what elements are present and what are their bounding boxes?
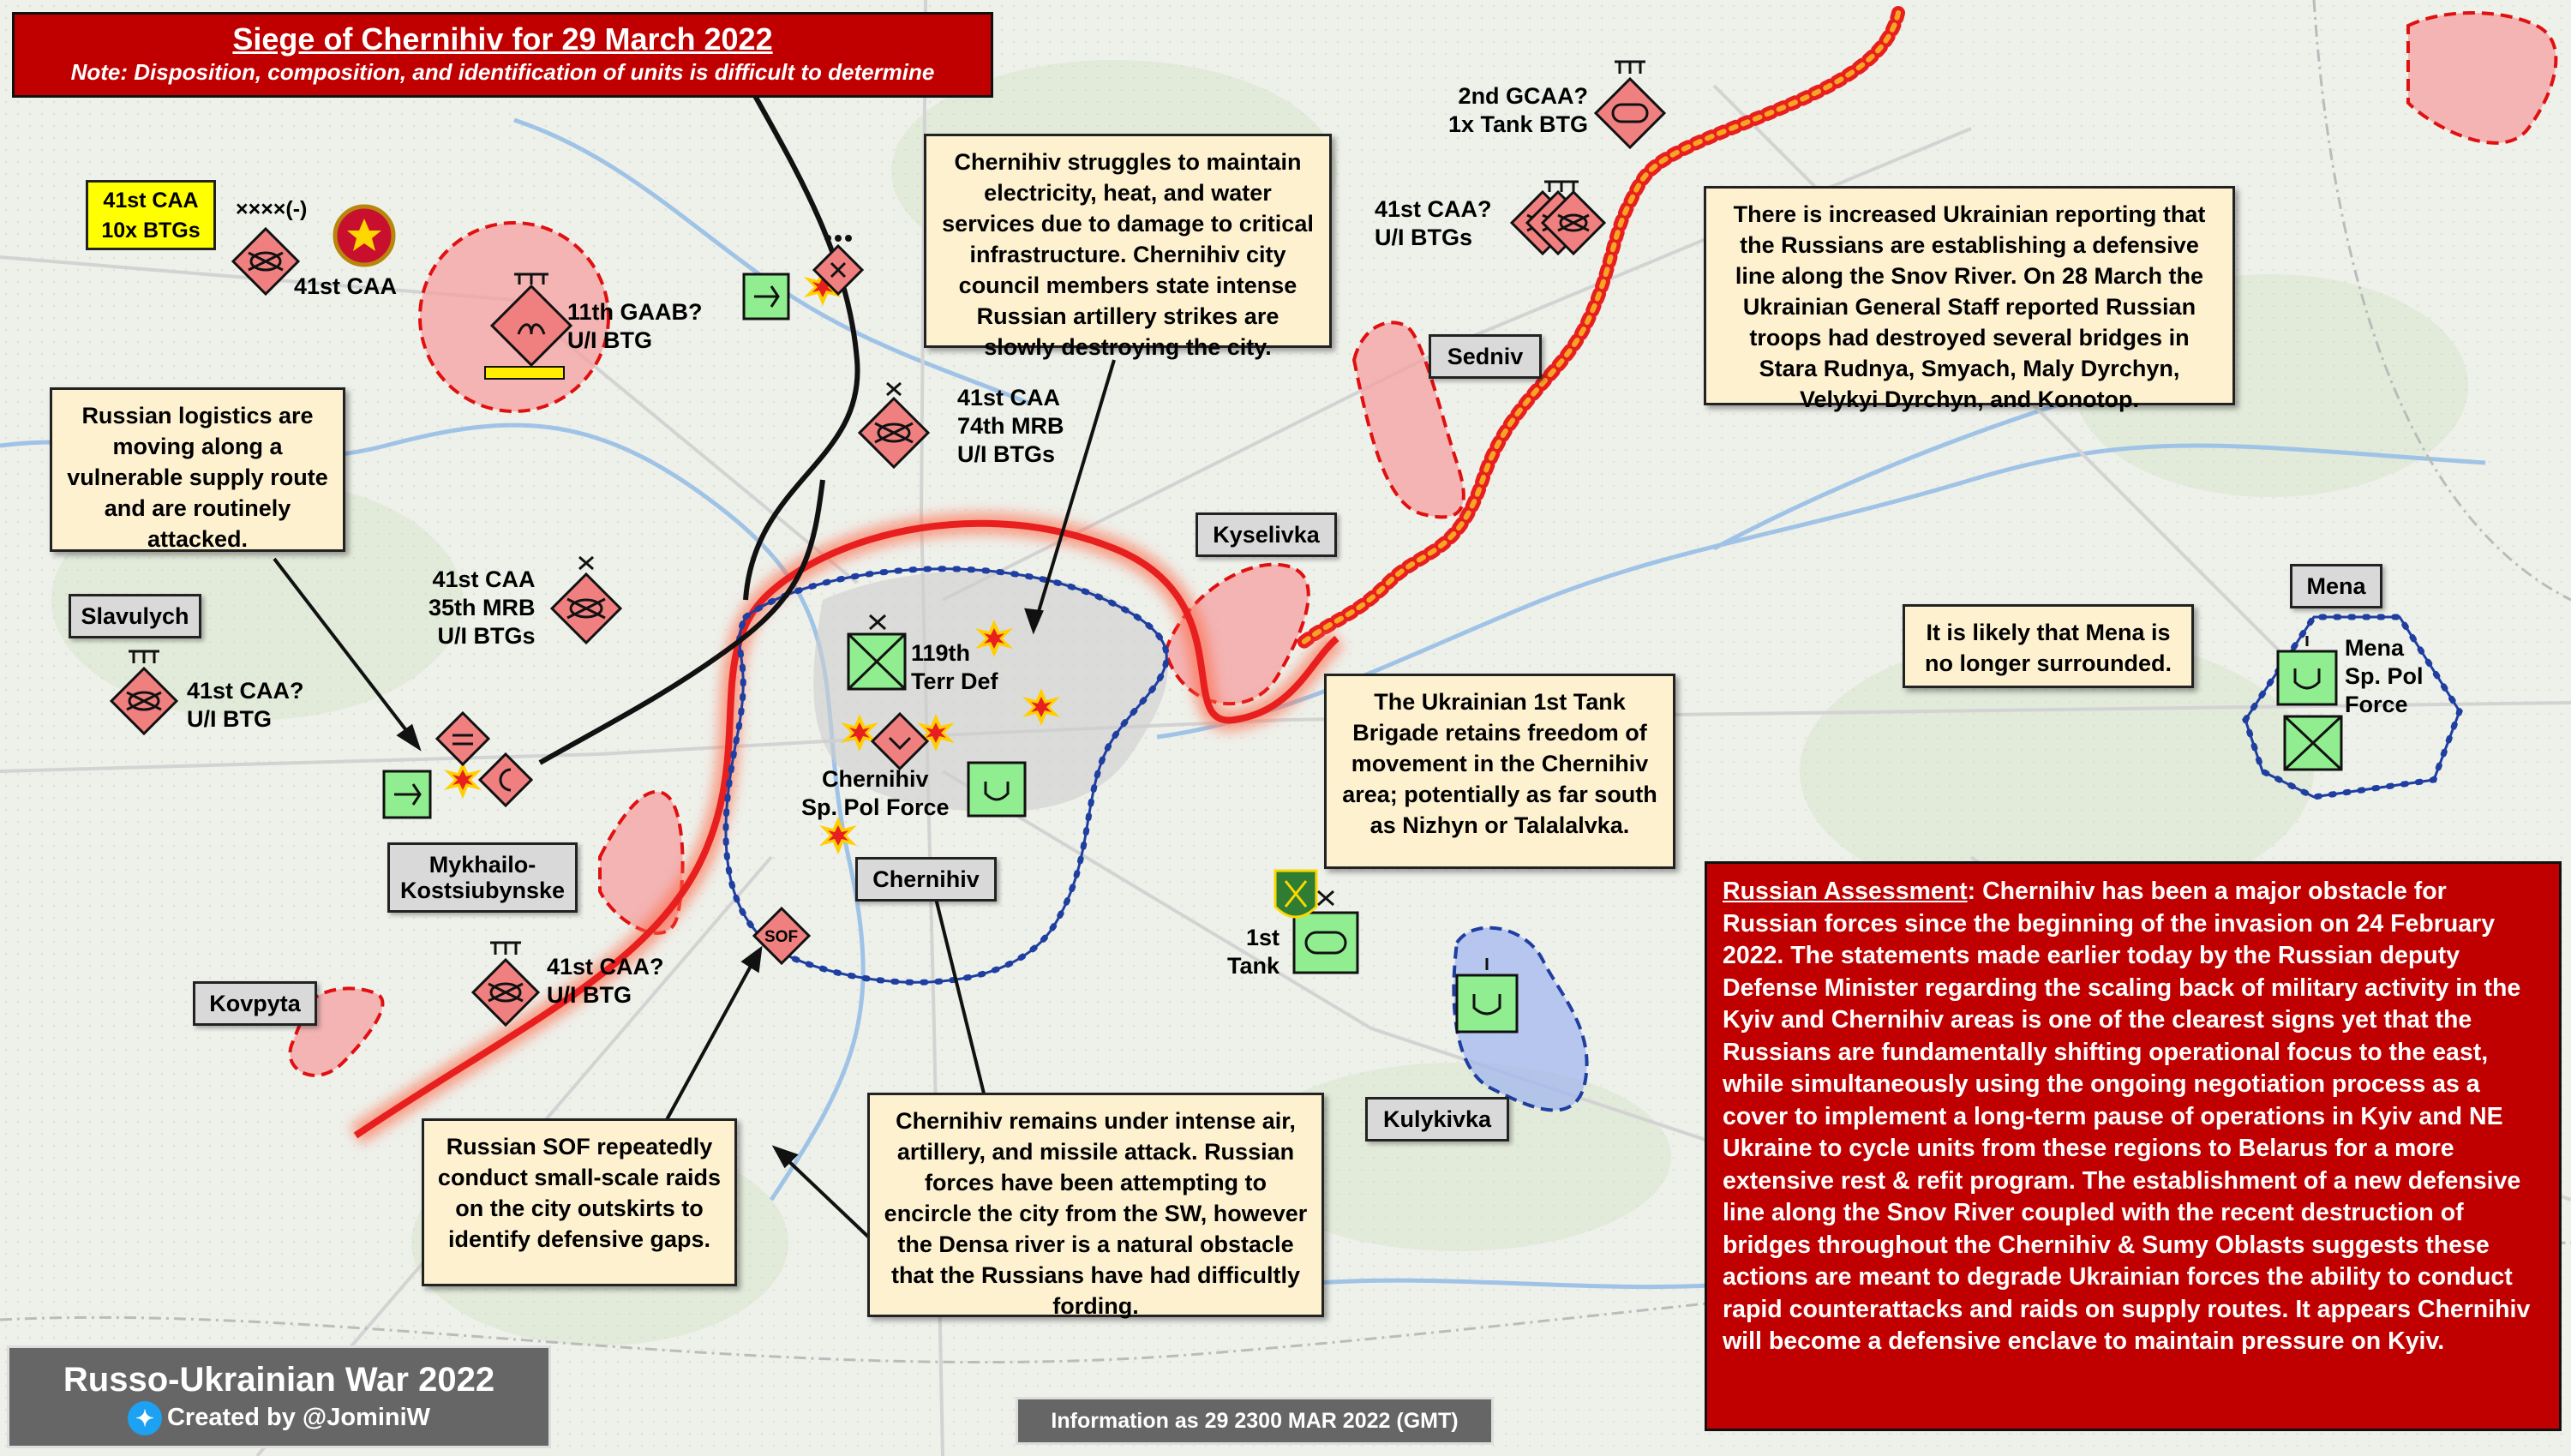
twitter-bird-icon: ✦ <box>128 1401 162 1435</box>
place-mena: Mena <box>2290 564 2382 608</box>
callout-logistics: Russian logistics are moving along a vulnerable supply route and are routinely attacked. <box>50 387 345 552</box>
russian-army-emblem-icon <box>335 207 393 265</box>
assessment-body: : Chernihiv has been a major obstacle for Russian forces since the beginning of the invasion on 24 February 2022. The statements made earlier today by the Russian deputy Defense Minister regarding the scaling back of military activity in the Kyiv and Chernihiv areas is one of the clearest signs yet that the Russians are fundamentally shifting operational focus to the east, while simultaneously using the ongoing negotiation process as a cover to implement a long-term pause of operations in Kyiv and NE Ukraine to cycle units from these regions to Belarus for a more extensive rest & refit program. The establishment of a new defensive line along the Snov River coupled with the recent destruction of bridges throughout the Chernihiv & Sumy Oblasts suggests these actions are meant to degrade Ukrainian forces the ability to conduct rapid counterattacks and raids on supply routes. It appears Chernihiv will become a defensive enclave to maintain pressure on Kyiv. <box>1723 878 2531 1355</box>
map-note: Note: Disposition, composition, and identification of units is difficult to determine <box>70 59 935 85</box>
credit-box <box>7 1345 551 1448</box>
place-kyselivka: Kyselivka <box>1196 512 1337 557</box>
unit-label-11th-gaab: 11th GAAB? U/I BTG <box>567 299 703 353</box>
unit-label-35th-mrb: 41st CAA 35th MRB U/I BTGs <box>428 566 536 649</box>
army-label-41st-caa <box>86 180 216 250</box>
place-kulykivka: Kulykivka <box>1365 1097 1509 1141</box>
assessment-lead: Russian Assessment <box>1723 878 1968 905</box>
unit-label-41st-caa: 41st CAA <box>294 273 398 299</box>
unit-label-119th-terr-def: 119th Terr Def <box>911 640 998 694</box>
credit-title: Russo-Ukrainian War 2022 <box>63 1361 495 1399</box>
unit-label-2nd-gcaa: 2nd GCAA? 1x Tank BTG <box>1448 83 1589 137</box>
echelon-dots <box>824 235 852 242</box>
map-title-box <box>12 12 993 98</box>
unit-label-74th-mrb: 41st CAA 74th MRB U/I BTGs <box>957 385 1064 467</box>
callout-snov-river: There is increased Ukrainian reporting that the Russians are establishing a defensive line along the Snov River. On 28 March the Ukrainian General Staff reported Russian troops had destroyed several bridges in Stara Rudnya, Smyach, Maly Dyrchyn, Velykyi Dyrchyn, and Konotop. <box>1704 186 2235 405</box>
callout-attack: Chernihiv remains under intense air, artillery, and missile attack. Russian forces have been attempting to encircle the city from the SW, however the Densa river is a natural obstacle that the Russians have had difficultly fording. <box>867 1093 1324 1317</box>
place-mykhailo-kostsiubynske: Mykhailo- Kostsiubynske <box>387 842 578 913</box>
unit-label-chernihiv-sp-pol: Chernihiv Sp. Pol Force <box>801 766 950 820</box>
place-chernihiv: Chernihiv <box>855 857 997 902</box>
unit-label-kovpyta-btg: 41st CAA? U/I BTG <box>547 954 664 1008</box>
echelon-mark: ××××(-) <box>236 197 308 221</box>
sof-label: SOF <box>764 928 799 946</box>
callout-1st-tank: The Ukrainian 1st Tank Brigade retains freedom of movement in the Chernihiv area; potentially as far south as Nizhyn or Talalalvka. <box>1324 674 1675 869</box>
place-kovpyta: Kovpyta <box>193 981 317 1026</box>
callout-mena: It is likely that Mena is no longer surrounded. <box>1903 604 2194 688</box>
army-label-line1: 41st CAA <box>103 189 199 213</box>
map-title: Siege of Chernihiv for 29 March 2022 <box>232 21 773 57</box>
unit-label-slavulych-btg: 41st CAA? U/I BTG <box>187 678 304 732</box>
place-slavulych: Slavulych <box>69 594 201 638</box>
callout-infrastructure: Chernihiv struggles to maintain electricity, heat, and water services due to damage to critical infrastructure. Chernihiv city council members state intense Russian artillery strikes are slowly destroying the city. <box>924 134 1332 348</box>
ukrainian-tank-emblem-icon <box>1275 871 1316 917</box>
army-label-line2: 10x BTGs <box>101 219 201 243</box>
russian-assessment-box <box>1705 861 2562 1431</box>
info-timestamp: Information as 29 2300 MAR 2022 (GMT) <box>1016 1397 1494 1445</box>
unit-label-mena-sp-pol: Mena Sp. Pol Force <box>2345 635 2424 717</box>
place-sedniv: Sedniv <box>1429 334 1542 379</box>
unit-label-1st-tank: 1st Tank <box>1227 925 1280 979</box>
credit-author: ✦ Created by @JominiW <box>9 1401 548 1435</box>
callout-sof: Russian SOF repeatedly conduct small-scale raids on the city outskirts to identify defensive gaps. <box>422 1118 737 1286</box>
unit-label-sedniv-btgs: 41st CAA? U/I BTGs <box>1375 196 1492 250</box>
